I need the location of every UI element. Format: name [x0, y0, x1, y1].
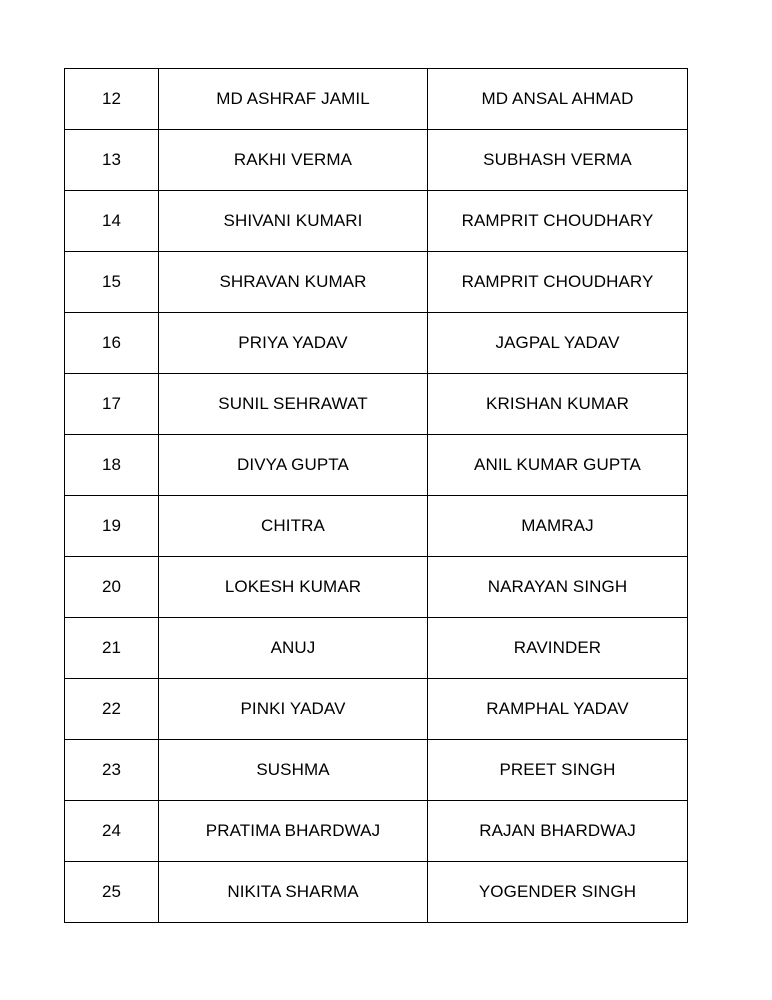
table-row [65, 130, 688, 191]
father-name-cell: RAMPRIT CHOUDHARY [428, 252, 688, 313]
serial-number-cell: 23 [65, 740, 159, 801]
serial-number-cell: 22 [65, 679, 159, 740]
table-row [65, 313, 688, 374]
serial-number-cell: 18 [65, 435, 159, 496]
name-cell: NIKITA SHARMA [159, 862, 428, 923]
father-name-cell: KRISHAN KUMAR [428, 374, 688, 435]
serial-number-cell: 21 [65, 618, 159, 679]
serial-number-cell: 24 [65, 801, 159, 862]
table-row [65, 618, 688, 679]
name-cell: PINKI YADAV [159, 679, 428, 740]
name-cell: SUNIL SEHRAWAT [159, 374, 428, 435]
father-name-cell: ANIL KUMAR GUPTA [428, 435, 688, 496]
serial-number-cell: 25 [65, 862, 159, 923]
name-cell: CHITRA [159, 496, 428, 557]
table-row [65, 374, 688, 435]
name-cell: ANUJ [159, 618, 428, 679]
name-cell: PRATIMA BHARDWAJ [159, 801, 428, 862]
table-row [65, 496, 688, 557]
name-cell: PRIYA YADAV [159, 313, 428, 374]
table-row [65, 679, 688, 740]
serial-number-cell: 14 [65, 191, 159, 252]
father-name-cell: RAMPHAL YADAV [428, 679, 688, 740]
table-row [65, 191, 688, 252]
name-cell: LOKESH KUMAR [159, 557, 428, 618]
father-name-cell: RAJAN BHARDWAJ [428, 801, 688, 862]
serial-number-cell: 13 [65, 130, 159, 191]
father-name-cell: SUBHASH VERMA [428, 130, 688, 191]
serial-number-cell: 17 [65, 374, 159, 435]
serial-number-cell: 15 [65, 252, 159, 313]
table-row [65, 557, 688, 618]
father-name-cell: RAMPRIT CHOUDHARY [428, 191, 688, 252]
serial-number-cell: 16 [65, 313, 159, 374]
father-name-cell: MD ANSAL AHMAD [428, 69, 688, 130]
father-name-cell: PREET SINGH [428, 740, 688, 801]
father-name-cell: MAMRAJ [428, 496, 688, 557]
table-row [65, 862, 688, 923]
table-row [65, 435, 688, 496]
father-name-cell: RAVINDER [428, 618, 688, 679]
table-row [65, 252, 688, 313]
name-cell: MD ASHRAF JAMIL [159, 69, 428, 130]
serial-number-cell: 20 [65, 557, 159, 618]
father-name-cell: NARAYAN SINGH [428, 557, 688, 618]
name-cell: SHRAVAN KUMAR [159, 252, 428, 313]
names-table-body [65, 69, 688, 923]
name-cell: DIVYA GUPTA [159, 435, 428, 496]
names-table [64, 68, 688, 923]
father-name-cell: YOGENDER SINGH [428, 862, 688, 923]
name-cell: SHIVANI KUMARI [159, 191, 428, 252]
table-row [65, 740, 688, 801]
table-row [65, 69, 688, 130]
father-name-cell: JAGPAL YADAV [428, 313, 688, 374]
name-cell: SUSHMA [159, 740, 428, 801]
name-cell: RAKHI VERMA [159, 130, 428, 191]
table-row [65, 801, 688, 862]
serial-number-cell: 19 [65, 496, 159, 557]
serial-number-cell: 12 [65, 69, 159, 130]
